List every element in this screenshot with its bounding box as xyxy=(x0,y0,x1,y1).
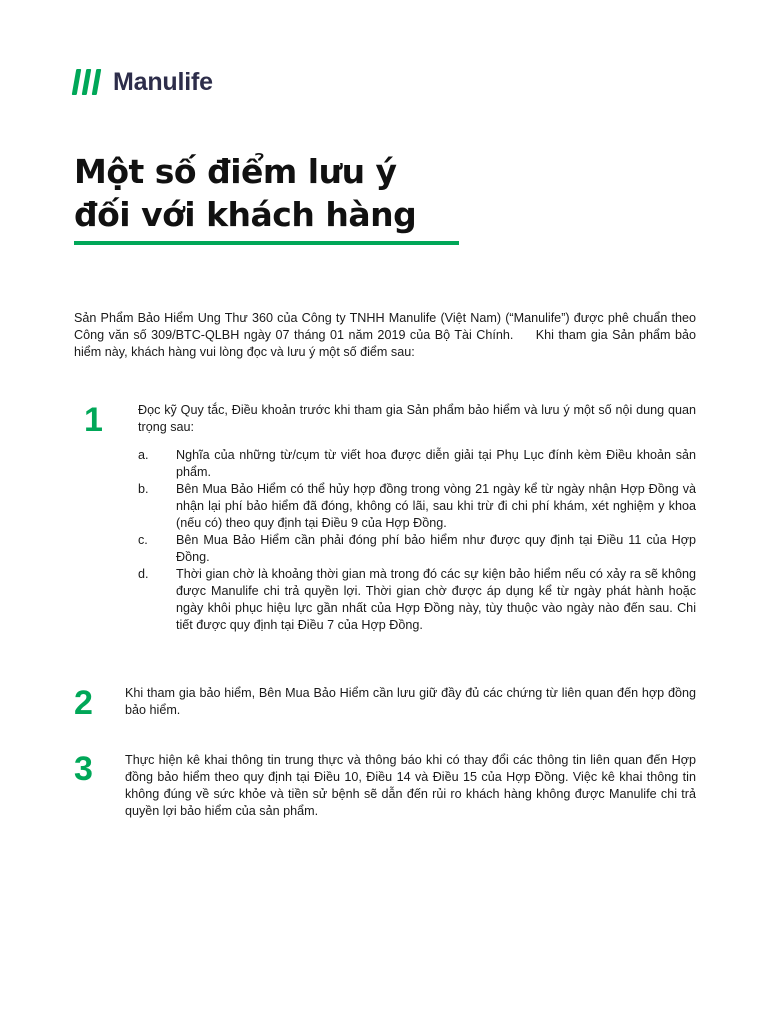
list-item-text: Bên Mua Bảo Hiểm cần phải đóng phí bảo hiểm như được quy định tại Điều 11 của Hợp Đồng. xyxy=(176,533,696,564)
list-item xyxy=(138,447,696,481)
list-item-marker: b. xyxy=(138,482,149,496)
section-number-3: 3 xyxy=(74,750,93,788)
list-item-marker: c. xyxy=(138,533,148,547)
section-number-1: 1 xyxy=(84,401,103,439)
list-item xyxy=(138,481,696,532)
list-item xyxy=(138,566,696,634)
section-1-sublist xyxy=(138,447,696,634)
list-item-text: Bên Mua Bảo Hiểm có thể hủy hợp đồng trong vòng 21 ngày kể từ ngày nhận Hợp Đồng và nhận lại phí bảo hiểm đã đóng, không có lãi, sau khi trừ đi chi phí khám, xét nghiệm y khoa (nếu có) theo quy định tại Điều 9 của Hợp Đồng. xyxy=(176,482,696,530)
list-item-marker: a. xyxy=(138,448,149,462)
title-underline xyxy=(74,241,459,245)
section-number-2: 2 xyxy=(74,684,93,722)
list-item-text: Nghĩa của những từ/cụm từ viết hoa được diễn giải tại Phụ Lục đính kèm Điều khoản sản phẩm. xyxy=(176,448,696,479)
page-title-line-1: Một số điểm lưu ý xyxy=(74,152,397,191)
page-title-line-2: đối với khách hàng xyxy=(74,195,417,234)
list-item-marker: d. xyxy=(138,567,149,581)
list-item-text: Thời gian chờ là khoảng thời gian mà trong đó các sự kiện bảo hiểm nếu có xảy ra sẽ không được Manulife chi trả quyền lợi. Thời gian chờ được áp dụng kể từ ngày phát hành hoặc ngày khôi phục hiệu lực gần nhất của Hợp Đồng này, tùy thuộc vào ngày nào đến sau. Chi tiết được quy định tại Điều 7 của Hợp Đồng. xyxy=(176,567,696,632)
brand-name: Manulife xyxy=(113,67,213,96)
intro-paragraph: Sản Phẩm Bảo Hiểm Ung Thư 360 của Công ty TNHH Manulife (Việt Nam) (“Manulife”) được phê chuẩn theo Công văn số 309/BTC-QLBH ngày 07 tháng 01 năm 2019 của Bộ Tài Chính. Khi tham gia Sản phẩm bảo hiểm này, khách hàng vui lòng đọc và lưu ý một số điểm sau: xyxy=(74,311,700,359)
section-2-text: Khi tham gia bảo hiểm, Bên Mua Bảo Hiểm cần lưu giữ đầy đủ các chứng từ liên quan đến hợp đồng bảo hiểm. xyxy=(125,686,696,717)
manulife-stripes-logo-icon xyxy=(74,68,99,96)
page-title xyxy=(74,150,416,236)
list-item xyxy=(138,532,696,566)
section-3-text: Thực hiện kê khai thông tin trung thực và thông báo khi có thay đổi các thông tin liên quan đến Hợp đồng bảo hiểm theo quy định tại Điều 10, Điều 14 và Điều 15 của Hợp Đồng. Việc kê khai thông tin không đúng về sức khỏe và tiền sử bệnh sẽ dẫn đến rủi ro khách hàng không được Manulife chi trả quyền lợi bảo hiểm của sản phẩm. xyxy=(125,753,696,818)
brand-logo xyxy=(74,66,213,98)
section-1-text: Đọc kỹ Quy tắc, Điều khoản trước khi tham gia Sản phẩm bảo hiểm và lưu ý một số nội dung quan trọng sau: xyxy=(138,403,696,434)
